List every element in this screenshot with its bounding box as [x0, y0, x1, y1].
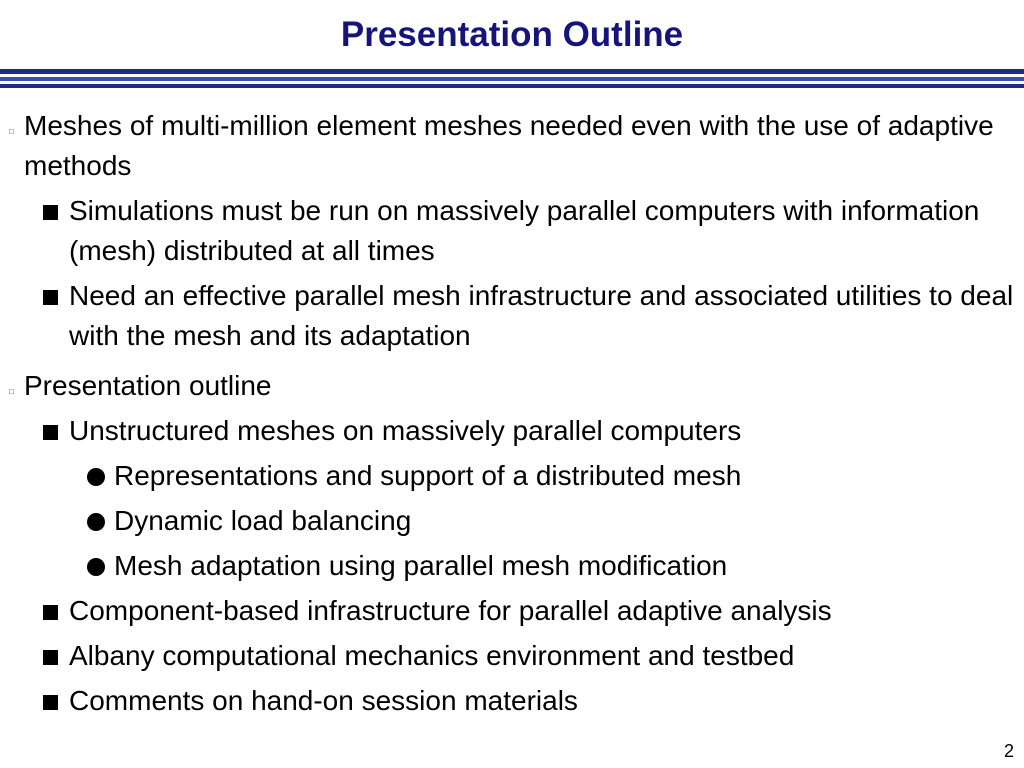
bullet-text: Dynamic load balancing — [114, 505, 412, 536]
bullet-text: Albany computational mechanics environment and testbed — [69, 640, 795, 671]
bullet-item-level3 — [0, 456, 1024, 496]
filled-circle-icon — [87, 513, 105, 531]
bullet-text: Presentation outline — [24, 370, 272, 401]
slide-body — [0, 106, 1024, 721]
filled-square-icon — [43, 695, 58, 710]
title-divider-rule — [0, 69, 1024, 74]
filled-square-icon — [43, 650, 58, 665]
small-square-icon: □ — [9, 127, 14, 136]
filled-square-icon — [43, 605, 58, 620]
bullet-item-level2 — [0, 636, 1024, 676]
bullet-text: Comments on hand-on session materials — [69, 685, 578, 716]
title-divider-rule — [0, 84, 1024, 88]
filled-square-icon — [43, 425, 58, 440]
page-number: 2 — [1003, 741, 1014, 761]
bullet-item-level2 — [0, 191, 1024, 271]
slide-title: Presentation Outline — [340, 15, 684, 54]
bullet-item-level2 — [0, 276, 1024, 356]
bullet-text: Component-based infrastructure for parallel adaptive analysis — [69, 595, 832, 626]
bullet-item-level2 — [0, 681, 1024, 721]
filled-square-icon — [43, 205, 58, 220]
bullet-text: Meshes of multi-million element meshes needed even with the use of adaptive methods — [24, 110, 994, 181]
bullet-item-level1 — [0, 106, 1024, 186]
bullet-text: Simulations must be run on massively parallel computers with information (mesh) distributed at all times — [69, 195, 980, 266]
small-square-icon: □ — [9, 387, 14, 396]
bullet-item-level2 — [0, 411, 1024, 451]
filled-circle-icon — [87, 558, 105, 576]
bullet-text: Representations and support of a distributed mesh — [114, 460, 742, 491]
bullet-item-level1 — [0, 366, 1024, 406]
bullet-item-level3 — [0, 501, 1024, 541]
filled-square-icon — [43, 290, 58, 305]
bullet-item-level2 — [0, 591, 1024, 631]
bullet-text: Need an effective parallel mesh infrastructure and associated utilities to deal with the mesh and its adaptation — [69, 280, 1014, 351]
filled-circle-icon — [87, 468, 105, 486]
bullet-item-level3 — [0, 546, 1024, 586]
bullet-text: Mesh adaptation using parallel mesh modification — [114, 550, 728, 581]
bullet-text: Unstructured meshes on massively parallel computers — [69, 415, 742, 446]
title-divider-rule — [0, 77, 1024, 81]
